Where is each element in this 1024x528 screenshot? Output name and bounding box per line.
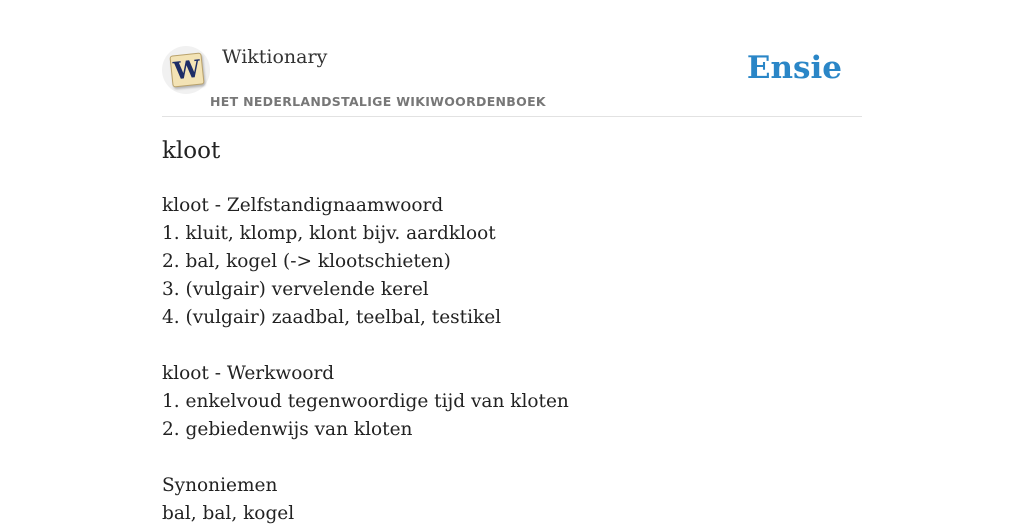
spacer: [162, 444, 862, 472]
ensie-brand-link[interactable]: Ensie: [746, 50, 842, 86]
verb-heading: kloot - Werkwoord: [162, 363, 335, 384]
definition-content: [162, 192, 862, 528]
noun-definition-4: 4. (vulgair) zaadbal, teelbal, testikel: [162, 307, 502, 328]
page-title: kloot: [162, 138, 221, 164]
logo-tile: W: [169, 52, 204, 87]
noun-heading: kloot - Zelfstandignaamwoord: [162, 195, 444, 216]
site-subtitle: HET NEDERLANDSTALIGE WIKIWOORDENBOEK: [210, 94, 546, 109]
site-name[interactable]: Wiktionary: [222, 46, 328, 68]
wiktionary-logo-icon[interactable]: [162, 46, 210, 94]
synonyms-heading: Synoniemen: [162, 475, 278, 496]
site-header: [162, 40, 862, 117]
noun-definition-3: 3. (vulgair) vervelende kerel: [162, 279, 429, 300]
verb-definition-1: 1. enkelvoud tegenwoordige tijd van kloten: [162, 391, 569, 412]
verb-definition-2: 2. gebiedenwijs van kloten: [162, 419, 413, 440]
spacer: [162, 332, 862, 360]
synonyms-list: bal, bal, kogel: [162, 503, 295, 524]
noun-definition-2: 2. bal, kogel (-> klootschieten): [162, 251, 451, 272]
noun-definition-1: 1. kluit, klomp, klont bijv. aardkloot: [162, 223, 496, 244]
